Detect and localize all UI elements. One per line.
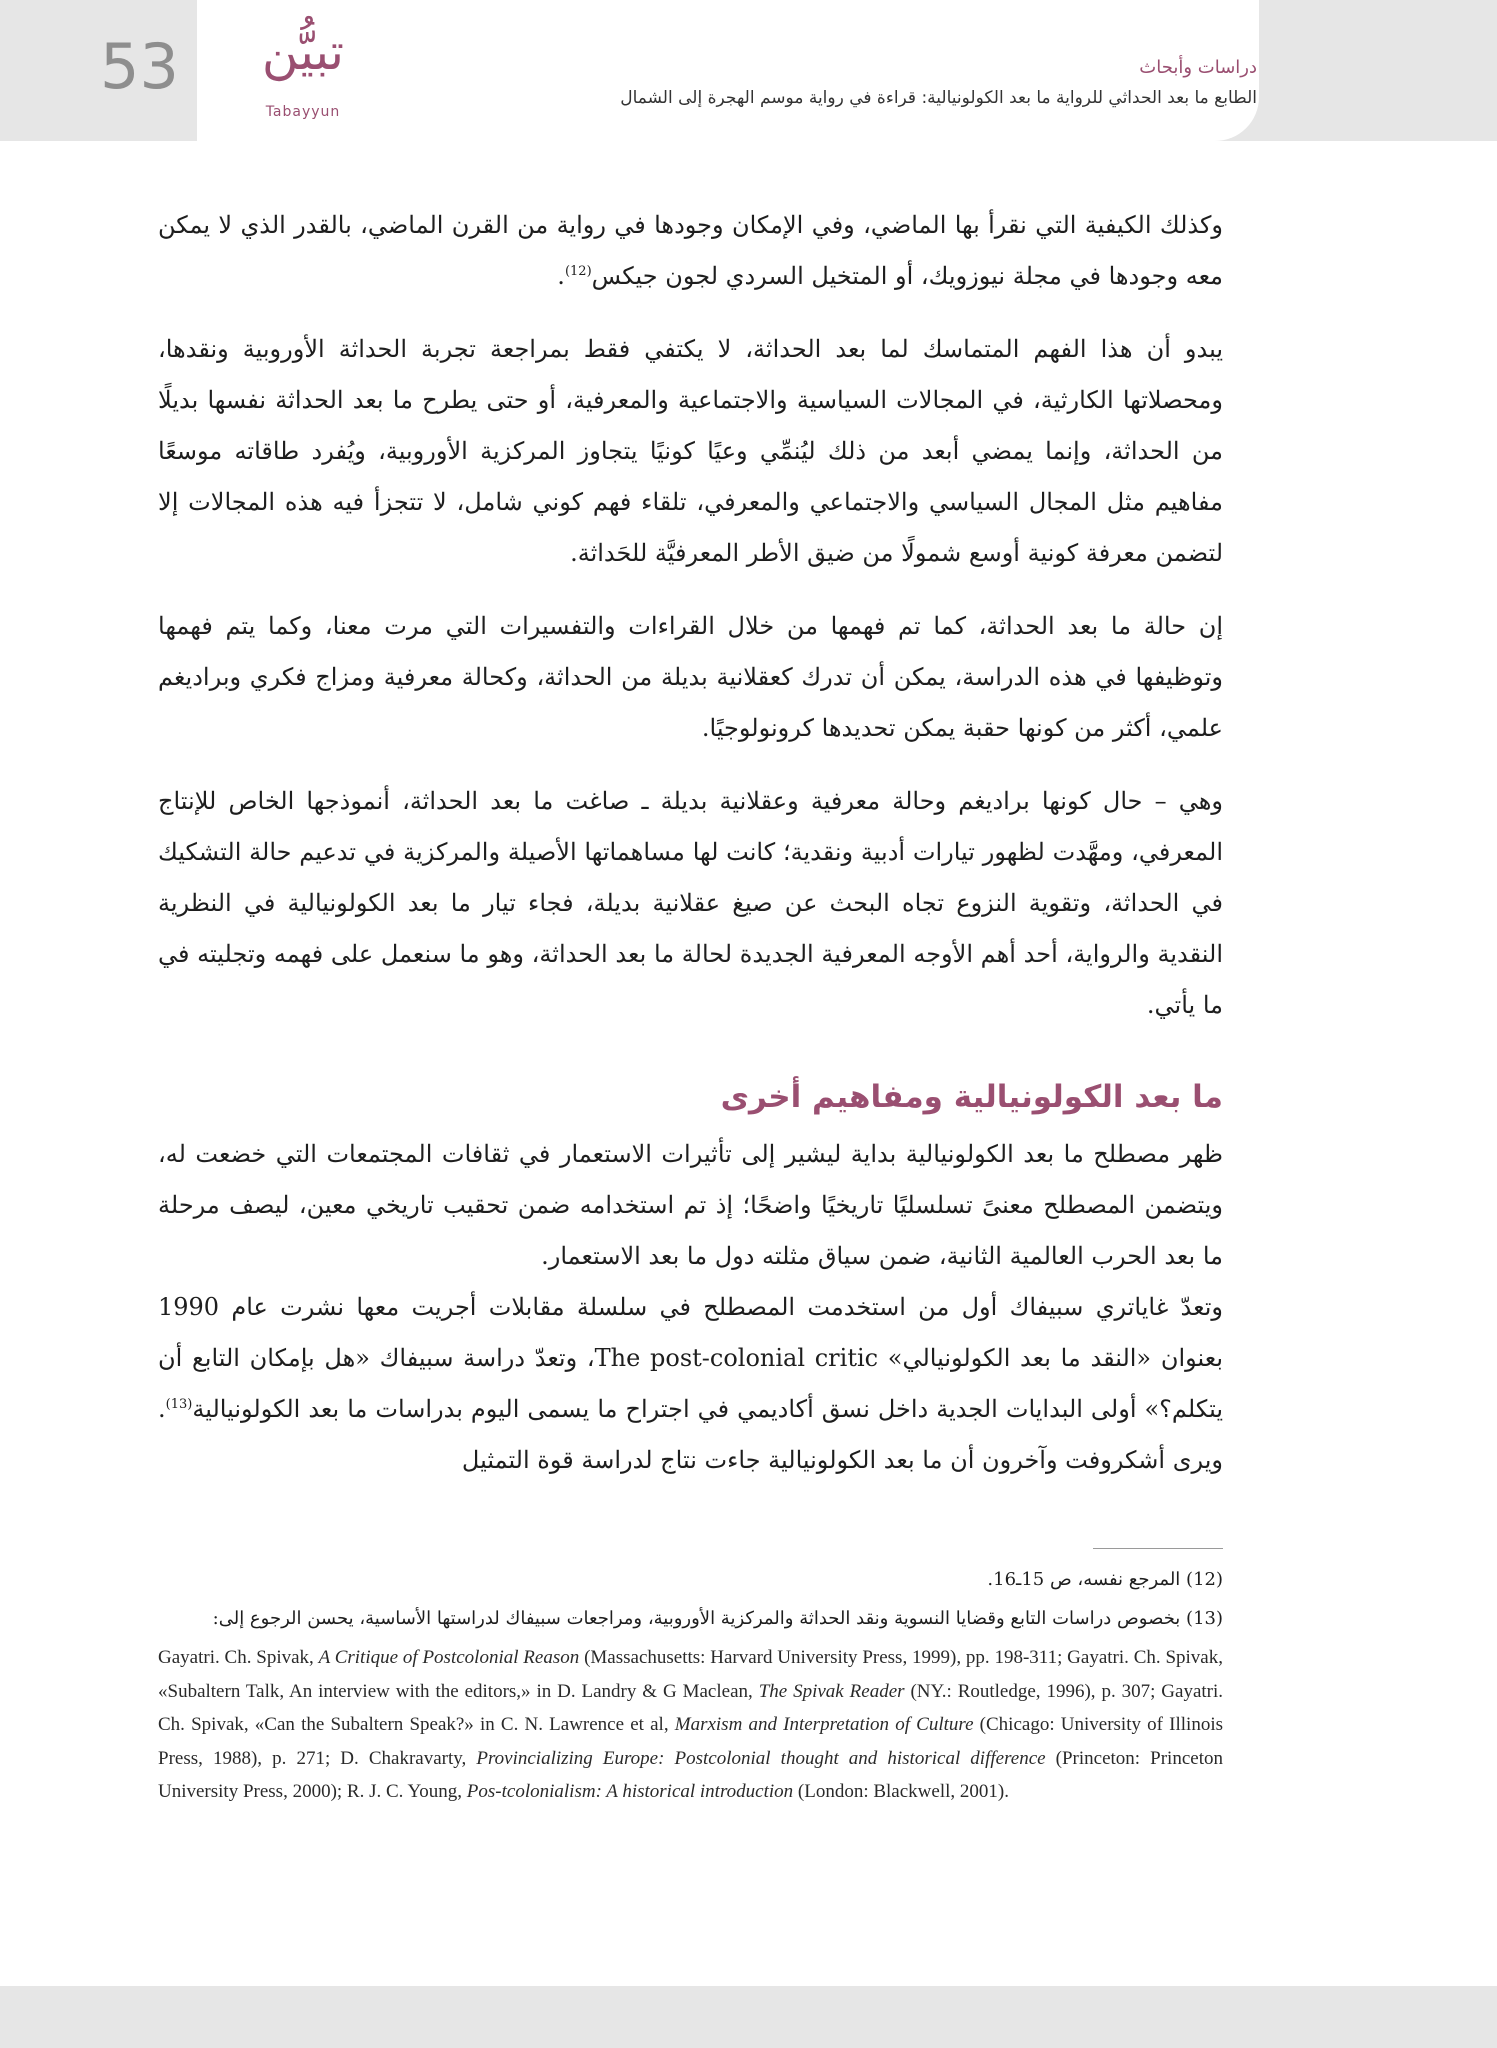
running-title: الطابع ما بعد الحداثي للرواية ما بعد الكولونيالية: قراءة في رواية موسم الهجرة إلى الشمال xyxy=(620,88,1257,108)
logo-latin-wordmark: Tabayyun xyxy=(265,104,341,120)
footnote-12: (12) المرجع نفسه، ص 15ـ16. xyxy=(987,1569,1223,1590)
paragraph xyxy=(158,200,1223,302)
footnote-divider xyxy=(1093,1548,1223,1549)
journal-logo xyxy=(213,20,393,132)
footer-band xyxy=(0,1986,1497,2048)
paragraph-text: وكذلك الكيفية التي نقرأ بها الماضي، وفي الإمكان وجودها في رواية من القرن الماضي، بالقدر الذي لا يمكن معه وجودها في مجلة نيوزويك، أو المتخيل السردي لجون جيكس xyxy=(158,211,1223,290)
paragraph: إن حالة ما بعد الحداثة، كما تم فهمها من خلال القراءات والتفسيرات التي مرت معنا، وكما يتم فهمها وتوظيفها في هذه الدراسة، يمكن أن تدرك كعقلانية بديلة من الحداثة، وكحالة معرفية ومزاج فكري وبراديغم علمي، أكثر من كونها حقبة يمكن تحديدها كرونولوجيًا. xyxy=(158,612,1223,742)
ref-title: Provincializing Europe: Postcolonial thought and historical difference xyxy=(476,1747,1046,1769)
ref-text: (Massachusetts: Harvard University Press, 1999), pp. 198-311; Gayatri. Ch. Spivak, «Subaltern Talk, An interview with the editors,» in D. Landry & G Maclean, xyxy=(158,1647,1223,1702)
ref-text: (Princeton: Princeton University Press, 2000); R. J. C. Young, xyxy=(158,1747,1223,1802)
footnote-references xyxy=(158,1641,1223,1809)
logo-arabic-wordmark: تبيُّن xyxy=(261,23,345,81)
ref-text: (NY.: Routledge, 1996), p. 307; Gayatri. Ch. Spivak, «Can the Subaltern Speak?» in C. N. Lawrence et al, xyxy=(158,1680,1224,1735)
article-body xyxy=(158,200,1223,1508)
ref-title: Pos-tcolonialism: A historical introduction xyxy=(466,1781,794,1802)
footnotes xyxy=(158,1548,1223,1809)
ref-text: (Chicago: University of Illinois Press, 1988), p. 271; D. Chakravarty, xyxy=(158,1714,1223,1769)
ref-text: Gayatri. Ch. Spivak, xyxy=(158,1647,319,1668)
paragraph-text: وتعدّ غاياتري سبيفاك أول من استخدمت المصطلح في سلسلة مقابلات أجريت معها نشرت عام 1990 بعنوان «النقد ما بعد الكولونيالي» The post-colonial critic، وتعدّ دراسة سبيفاك «هل بإمكان التابع أن يتكلم؟» أولى البدايات الجدية داخل نسق أكاديمي في اجتراح ما يسمى اليوم بدراسات ما بعد الكولونيالية xyxy=(158,1293,1224,1423)
section-heading: ما بعد الكولونيالية ومفاهيم أخرى xyxy=(720,1079,1223,1115)
paragraph: وهي – حال كونها براديغم وحالة معرفية وعقلانية بديلة ـ صاغت ما بعد الحداثة، أنموذجها الخاص للإنتاج المعرفي، ومهَّدت لظهور تيارات أدبية ونقدية؛ كانت لها مساهماتها الأصيلة والمركزية في تدعيم حالة التشكيك في الحداثة، وتقوية النزوع تجاه البحث عن صيغ عقلانية بديلة، فجاء تيار ما بعد الكولونيالية في النظرية النقدية والرواية، أحد أهم الأوجه المعرفية الجديدة لحالة ما بعد الحداثة، وهو ما سنعمل على فهمه وتجليته في ما يأتي. xyxy=(158,787,1223,1019)
paragraph-text-end: . ويرى أشكروفت وآخرون أن ما بعد الكولونيالية جاءت نتاج لدراسة قوة التمثيل xyxy=(158,1395,1223,1474)
ref-title: A Critique of Postcolonial Reason xyxy=(318,1647,580,1668)
paragraph-text-end: . xyxy=(557,262,565,290)
paragraph: ظهر مصطلح ما بعد الكولونيالية بداية ليشير إلى تأثيرات الاستعمار في ثقافات المجتمعات التي خضعت له، ويتضمن المصطلح معنىً تسلسليًا تاريخيًا واضحًا؛ إذ تم استخدامه ضمن تحقيب تاريخي معين، ليصف مرحلة ما بعد الحرب العالمية الثانية، ضمن سياق مثلته دول ما بعد الاستعمار. xyxy=(158,1140,1223,1270)
ref-title: The Spivak Reader xyxy=(758,1680,905,1702)
page-number: 53 xyxy=(100,30,179,103)
footnote-13: (13) بخصوص دراسات التابع وقضايا النسوية ونقد الحداثة والمركزية الأوروبية، ومراجعات سبيفاك لدراستها الأساسية، يحسن الرجوع إلى: xyxy=(212,1608,1223,1629)
ref-title: Marxism and Interpretation of Culture xyxy=(674,1714,974,1735)
paragraph: يبدو أن هذا الفهم المتماسك لما بعد الحداثة، لا يكتفي فقط بمراجعة تجربة الحداثة الأوروبية ونقدها، ومحصلاتها الكارثية، في المجالات السياسية والاجتماعية والمعرفية، أو حتى يطرح ما بعد الحداثة نفسها بديلًا من الحداثة، وإنما يمضي أبعد من ذلك ليُنمِّي وعيًا كونيًا يتجاوز المركزية الأوروبية، ويُفرد طاقاته موسعًا مفاهيم مثل المجال السياسي والاجتماعي والمعرفي، تلقاء فهم كوني شامل، لا تتجزأ فيه هذه المجالات إلا لتضمن معرفة كونية أوسع شمولًا من ضيق الأطر المعرفيَّة للحَداثة. xyxy=(158,335,1224,567)
paragraph xyxy=(158,1282,1223,1486)
section-label: دراسات وأبحاث xyxy=(1139,57,1257,78)
ref-text: (London: Blackwell, 2001). xyxy=(793,1781,1009,1802)
footnote-ref-13: (13) xyxy=(165,1397,193,1412)
footnote-ref-12: (12) xyxy=(564,264,592,279)
